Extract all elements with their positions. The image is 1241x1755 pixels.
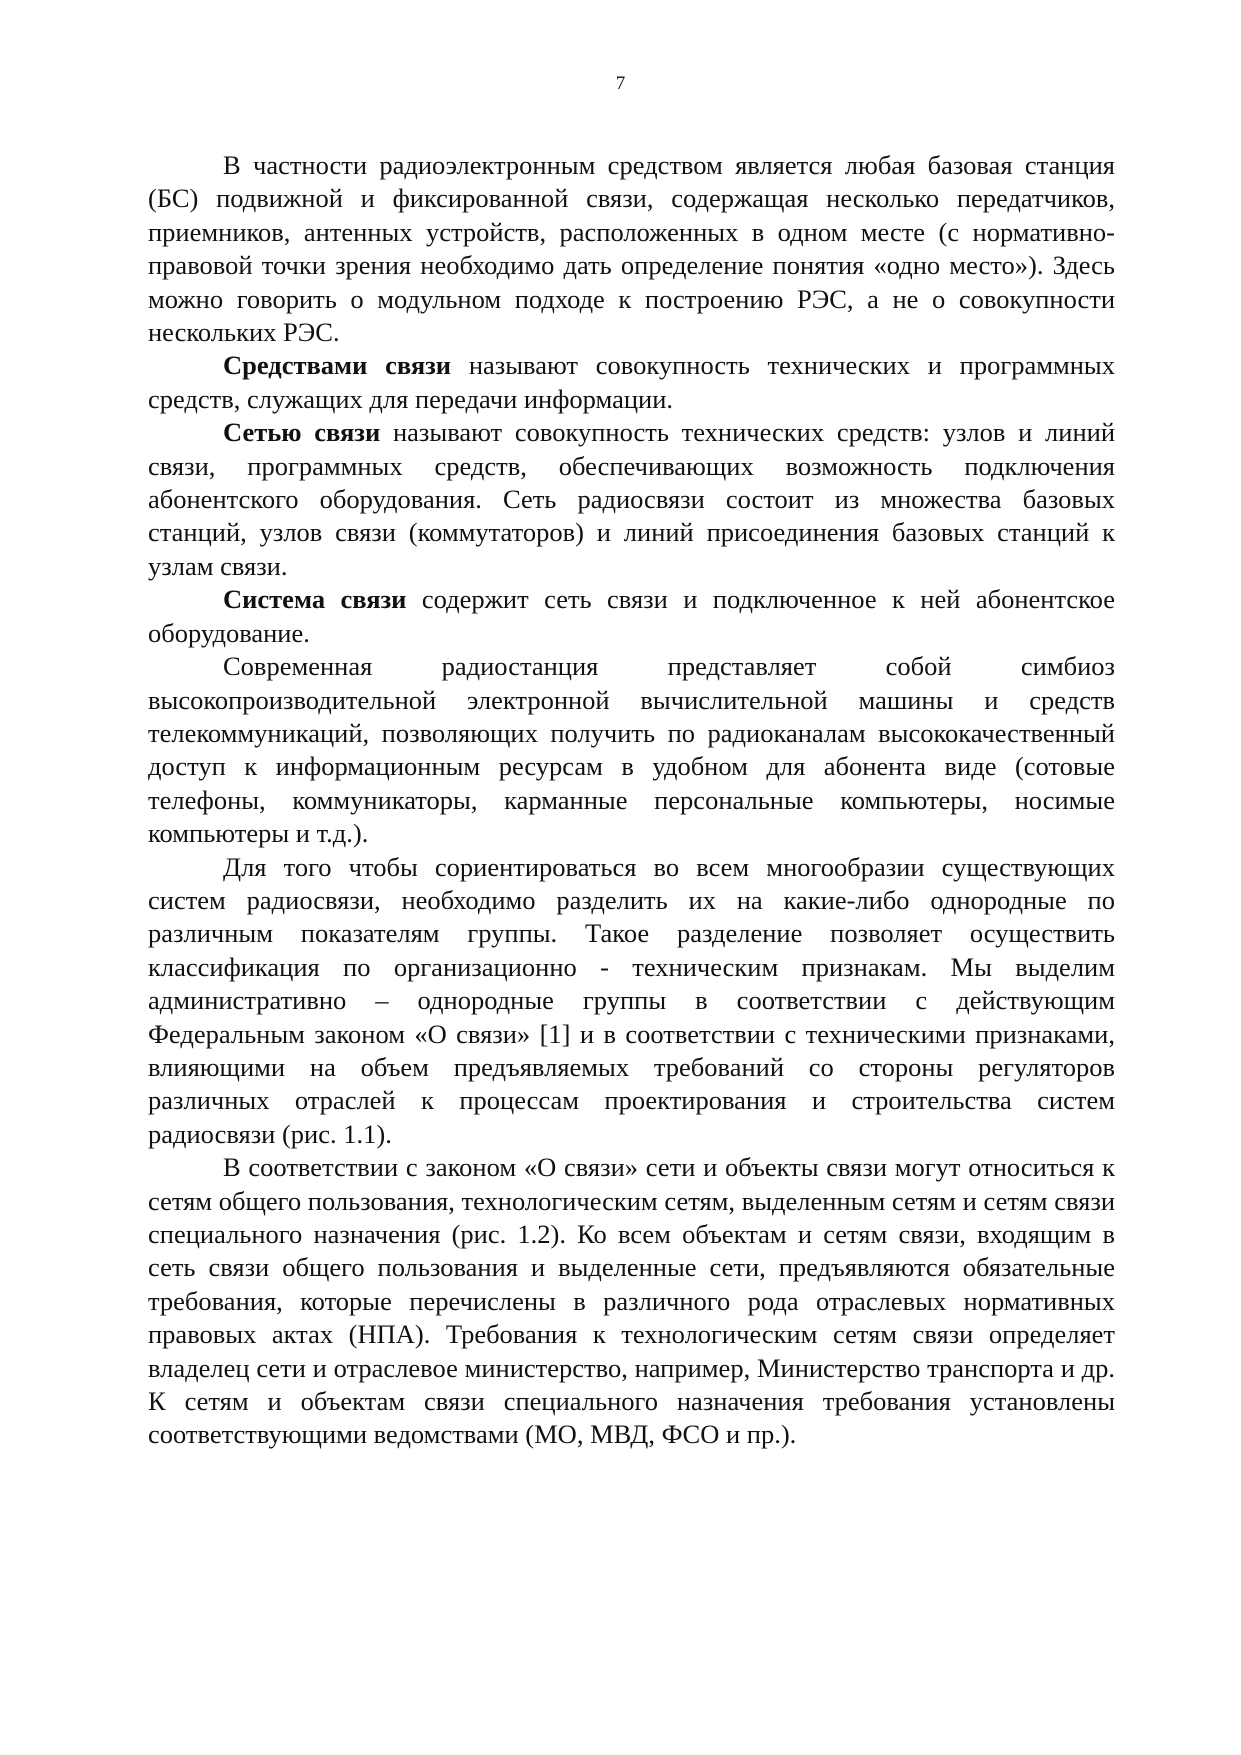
term-bold: Система связи xyxy=(223,584,407,615)
paragraph-communication-system xyxy=(148,583,1115,650)
paragraph-res-definition xyxy=(148,149,1115,349)
paragraph-text: В соответствии с законом «О связи» сети и объекты связи могут относиться к сетям общего пользования, технологическим сетям, выделенным сетям и сетям связи специального назначения (рис. 1.2). Ко всем объектам и сетям связи, входящим в сеть связи общего пользования и выделенные сети, предъявляются обязательные требования, которые перечислены в различного рода отраслевых нормативных правовых актах (НПА). Требования к технологическим сетям связи определяет владелец сети и отраслевое министерство, например, Министерство транспорта и др. К сетям и объектам связи специального назначения требования установлены соответствующими ведомствами (МО, МВД, ФСО и пр.). xyxy=(148,1152,1115,1450)
paragraph-text: Для того чтобы сориентироваться во всем многообразии существующих систем радиосвязи, необходимо разделить их на какие-либо однородные по различным показателям группы. Такое разделение позволяет осуществить классификация по организационно - техническим признакам. Мы выделим административно – однородные группы в соответствии с действующим Федеральным законом «О связи» [1] и в соответствии с техническими признаками, влияющими на объем предъявляемых требований со стороны регуляторов различных отраслей к процессам проектирования и строительства систем радиосвязи (рис. 1.1). xyxy=(148,851,1115,1149)
paragraph-text: В частности радиоэлектронным средством является любая базовая станция (БС) подвижной и фиксированной связи, содержащая несколько передатчиков, приемников, антенных устройств, расположенных в одном месте (с нормативно-правовой точки зрения необходимо дать определение понятия «одно место»). Здесь можно говорить о модульном подходе к построению РЭС, а не о совокупности нескольких РЭС. xyxy=(148,150,1115,348)
paragraph-law-on-communications xyxy=(148,1151,1115,1452)
page-number: 7 xyxy=(615,73,626,94)
paragraph-classification xyxy=(148,851,1115,1152)
paragraph-text: содержит сеть связи и подключенное к ней абонентское оборудование. xyxy=(148,584,1115,648)
paragraph-communication-network xyxy=(148,416,1115,583)
paragraph-modern-radio-station xyxy=(148,650,1115,850)
page-body xyxy=(148,149,1115,1452)
paragraph-text: называют совокупность технических средств: узлов и линий связи, программных средств, обеспечивающих возможность подключения абонентского оборудования. Сеть радиосвязи состоит из множества базовых станций, узлов связи (коммутаторов) и линий присоединения базовых станций к узлам связи. xyxy=(148,417,1116,581)
paragraph-text: называют совокупность технических и программных средств, служащих для передачи информации. xyxy=(148,350,1115,414)
paragraph-communication-means xyxy=(148,349,1115,416)
term-bold: Сетью связи xyxy=(223,417,381,448)
term-bold: Средствами связи xyxy=(223,350,452,381)
paragraph-text: Современная радиостанция представляет собой симбиоз высокопроизводительной электронной вычислительной машины и средств телекоммуникаций, позволяющих получить по радиоканалам высококачественный доступ к информационным ресурсам в удобном для абонента виде (сотовые телефоны, коммуникаторы, карманные персональные компьютеры, носимые компьютеры и т.д.). xyxy=(148,651,1115,849)
